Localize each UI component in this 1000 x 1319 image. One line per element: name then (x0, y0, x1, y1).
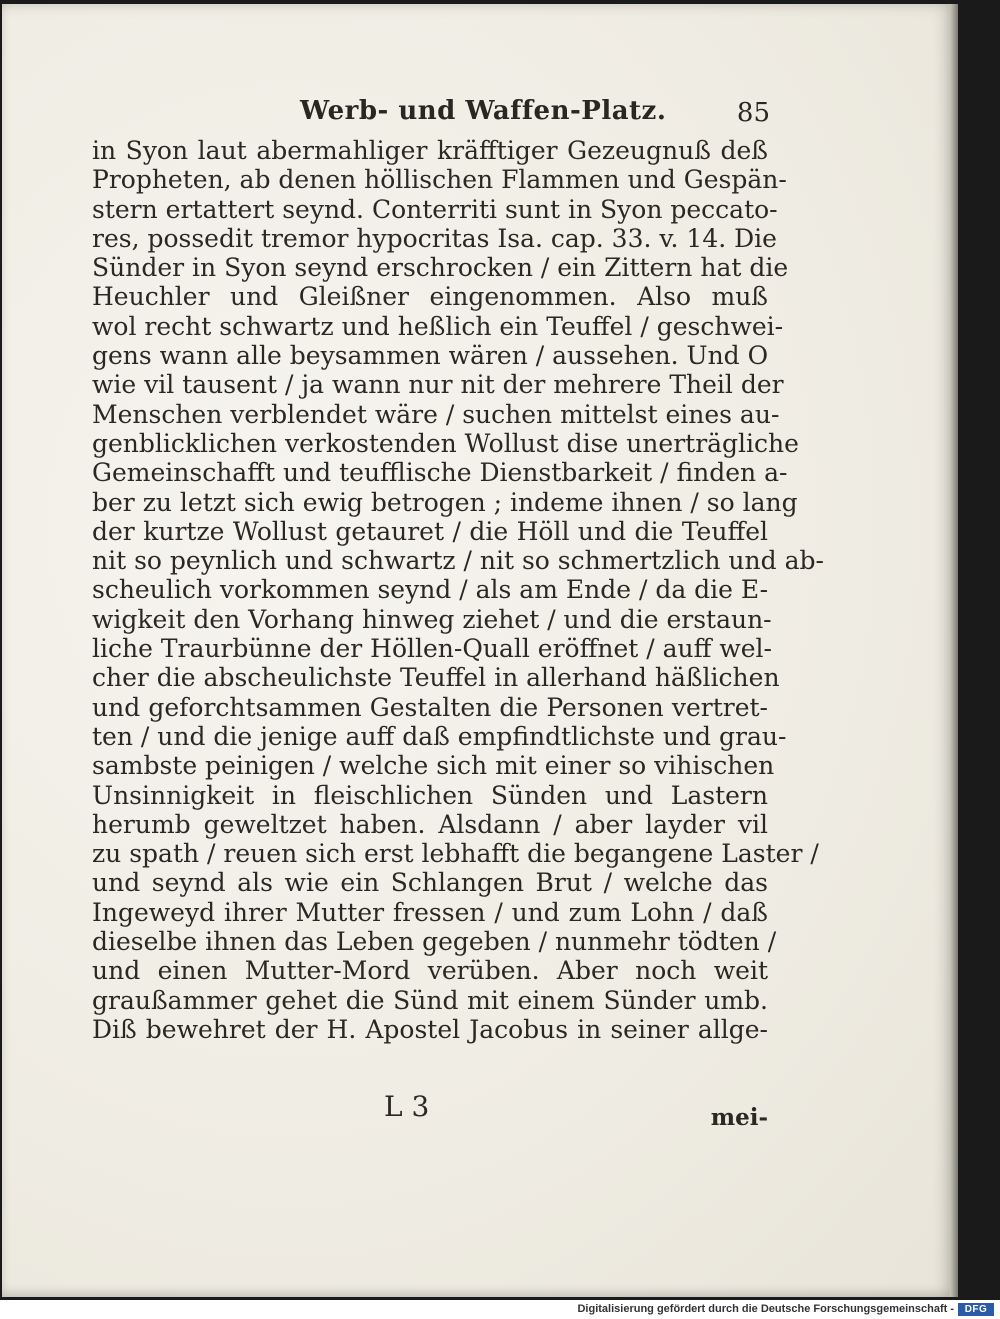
text-line: dieselbe ihnen das Leben gegeben / nunmehr tödten / (92, 927, 777, 957)
page-header (300, 96, 770, 132)
page-footer (92, 1090, 768, 1130)
text-line: Gemeinschafft und teufflische Dienstbarkeit / finden a- (92, 458, 788, 488)
text-line: genblicklichen verkostenden Wollust dise unerträgliche (92, 428, 799, 458)
text-line: Ingeweyd ihrer Mutter fressen / und zum Lohn / daß (92, 897, 768, 927)
text-line: wie vil tausent / ja wann nur nit der mehrere Theil der (92, 370, 784, 400)
text-line: Unsinnigkeit in fleischlichen Sünden und Lastern (92, 780, 768, 810)
credit-text: Digitalisierung gefördert durch die Deutsche Forschungsgemeinschaft - (577, 1303, 954, 1315)
text-line: Propheten, ab denen höllischen Flammen und Gespän- (92, 165, 787, 195)
text-line: zu spath / reuen sich erst lebhafft die begangene Laster / (92, 839, 819, 869)
text-line: wol recht schwartz und heßlich ein Teuffel / geschwei- (92, 311, 784, 341)
text-line: und geforchtsammen Gestalten die Personen vertret- (92, 692, 768, 722)
text-line: Heuchler und Gleißner eingenommen. Also muß (92, 282, 768, 312)
body-text (92, 136, 824, 1044)
text-line: graußammer gehet die Sünd mit einem Sünder umb. (92, 985, 768, 1015)
text-line: liche Traurbünne der Höllen-Quall eröffnet / auff wel- (92, 634, 772, 664)
text-line: und seynd als wie ein Schlangen Brut / welche das (92, 868, 768, 898)
text-line: herumb geweltzet haben. Alsdann / aber layder vil (92, 809, 768, 839)
text-line: scheulich vorkommen seynd / als am Ende / da die E- (92, 575, 769, 605)
text-line: cher die abscheulichste Teuffel in allerhand häßlichen (92, 663, 780, 693)
text-line: der kurtze Wollust getauret / die Höll und die Teuffel (92, 516, 768, 546)
text-line: Diß bewehret der H. Apostel Jacobus in seiner allge- (92, 1014, 768, 1044)
text-line: gens wann alle beysammen wären / aussehen. Und O (92, 341, 769, 371)
page-edge (950, 4, 958, 1297)
text-line: wigkeit den Vorhang hinweg ziehet / und die erstaun- (92, 604, 772, 634)
text-line: und einen Mutter-Mord verüben. Aber noch weit (92, 956, 768, 986)
dfg-logo: DFG (958, 1303, 994, 1316)
text-line: Sünder in Syon seynd erschrocken / ein Zittern hat die (92, 253, 789, 283)
running-head: Werb- und Waffen-Platz. (300, 96, 667, 126)
text-line: sambste peinigen / welche sich mit einer so vihischen (92, 751, 775, 781)
text-line: ber zu letzt sich ewig betrogen ; indeme ihnen / so lang (92, 487, 798, 517)
text-line: in Syon laut abermahliger kräfftiger Gezeugnuß deß (92, 136, 768, 165)
text-line: Menschen verblendet wäre / suchen mittelst eines au- (92, 399, 780, 429)
text-line: stern ertattert seynd. Conterriti sunt in Syon peccato- (92, 194, 778, 224)
text-line: nit so peynlich und schwartz / nit so schmertzlich und ab- (92, 546, 824, 576)
page-number: 85 (736, 98, 770, 128)
text-line: res, possedit tremor hypocritas Isa. cap. 33. v. 14. Die (92, 223, 777, 253)
text-line: ten / und die jenige auff daß empfindtlichste und grau- (92, 721, 787, 751)
catchword: mei- (710, 1104, 768, 1131)
credit-bar (0, 1300, 1000, 1319)
signature-mark: L 3 (384, 1090, 430, 1123)
